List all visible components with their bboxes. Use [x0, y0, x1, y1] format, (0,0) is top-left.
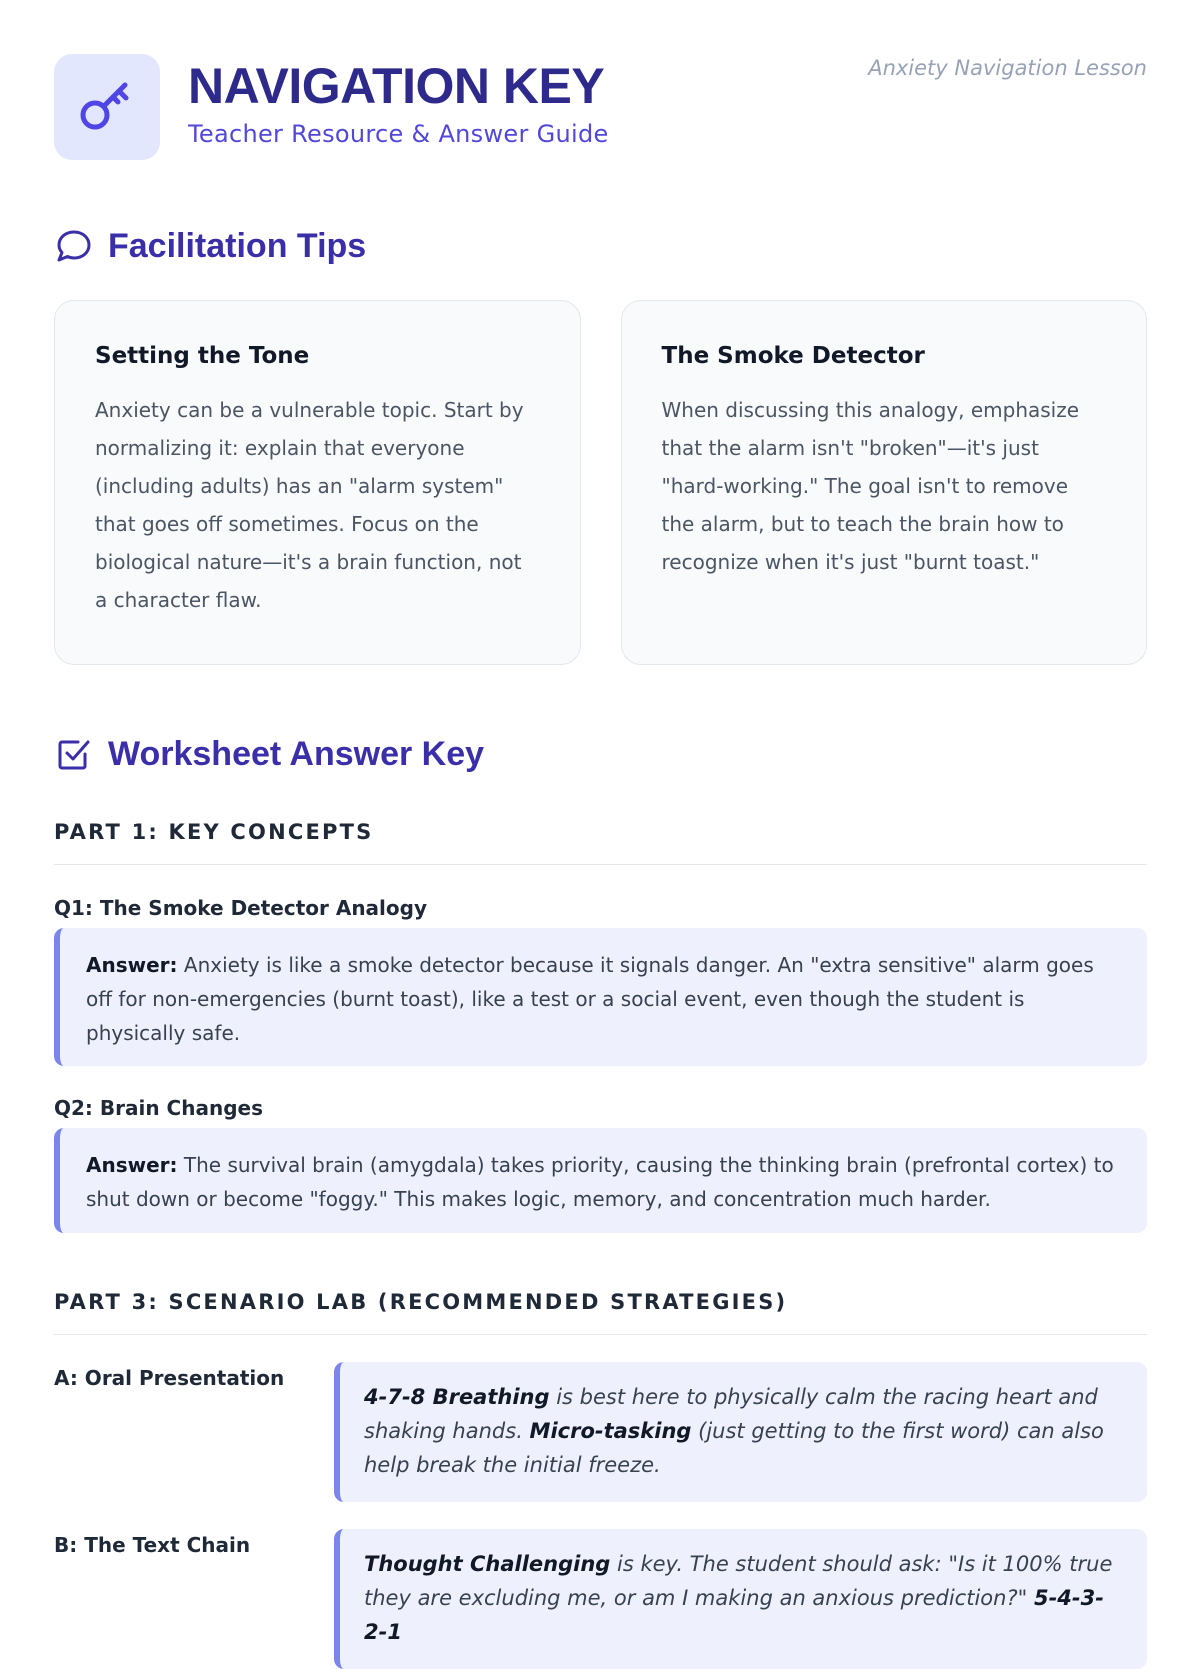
- tip-card-text: When discussing this analogy, emphasize that the alarm isn't "broken"—it's just "hard-working." The goal isn't to remove the alarm, but to teach the brain how to recognize when it's just "burnt toast.": [661, 398, 1080, 574]
- section-title: Facilitation Tips: [108, 226, 367, 265]
- strategy-name: Thought Challenging: [364, 1552, 611, 1576]
- strategy-text: is key. The student should ask: "Is it 100% true they are excluding me, or am I making an anxious prediction?": [364, 1552, 1113, 1610]
- strategy-name: 4-7-8 Breathing: [364, 1385, 550, 1409]
- question-label-q2: Q2: Brain Changes: [54, 1096, 263, 1120]
- answer-prefix: Answer:: [86, 1153, 178, 1177]
- section-title: Worksheet Answer Key: [108, 734, 485, 773]
- tip-card-smoke-detector: [621, 300, 1148, 665]
- facilitation-tips-heading: [54, 226, 366, 266]
- strategy-text: (just getting to the first word) can also help break the initial freeze.: [364, 1419, 1104, 1477]
- strategy-name: Micro-tasking: [529, 1419, 692, 1443]
- answer-box-q2: [54, 1128, 1147, 1233]
- answer-box-q1: [54, 928, 1147, 1066]
- part-1-heading: PART 1: KEY CONCEPTS: [54, 820, 1147, 865]
- lesson-name: Anxiety Navigation Lesson: [868, 56, 1147, 80]
- logo-badge: [54, 54, 160, 160]
- part-3-heading: PART 3: SCENARIO LAB (RECOMMENDED STRATEGIES): [54, 1290, 1147, 1335]
- tip-card-title: Setting the Tone: [95, 343, 310, 369]
- strategy-name: 5-4-3-2-1: [364, 1586, 1104, 1644]
- page-header: [54, 0, 1147, 190]
- chat-bubble-icon: [54, 226, 94, 266]
- answer-text: Anxiety is like a smoke detector because it signals danger. An "extra sensitive" alarm goes off for non-emergencies (burnt toast), like a test or a social event, even though the student is physically safe.: [86, 953, 1094, 1045]
- checkbox-icon: [54, 734, 94, 774]
- scenario-label-b: B: The Text Chain: [54, 1533, 251, 1557]
- answer-prefix: Answer:: [86, 953, 178, 977]
- question-label-q1: Q1: The Smoke Detector Analogy: [54, 896, 427, 920]
- teacher-resource-page: [54, 0, 1147, 1644]
- strategy-text: is best here to physically calm the racing heart and shaking hands.: [364, 1385, 1098, 1443]
- scenario-box-b: [334, 1529, 1147, 1669]
- tip-card-text: Anxiety can be a vulnerable topic. Start by normalizing it: explain that everyone (including adults) has an "alarm system" that goes off sometimes. Focus on the biological nature—it's a brain function, not a character flaw.: [95, 398, 524, 612]
- tip-cards: [54, 300, 1147, 665]
- answer-key-heading: [54, 734, 484, 774]
- page-subtitle: Teacher Resource & Answer Guide: [188, 120, 609, 148]
- scenario-box-a: [334, 1362, 1147, 1502]
- tip-card-title: The Smoke Detector: [661, 343, 925, 369]
- page-title: NAVIGATION KEY: [188, 58, 605, 114]
- answer-text: The survival brain (amygdala) takes priority, causing the thinking brain (prefrontal cortex) to shut down or become "foggy." This makes logic, memory, and concentration much harder.: [86, 1153, 1114, 1211]
- scenario-label-a: A: Oral Presentation: [54, 1366, 285, 1390]
- tip-card-setting-the-tone: [54, 300, 581, 665]
- key-icon: [75, 73, 139, 141]
